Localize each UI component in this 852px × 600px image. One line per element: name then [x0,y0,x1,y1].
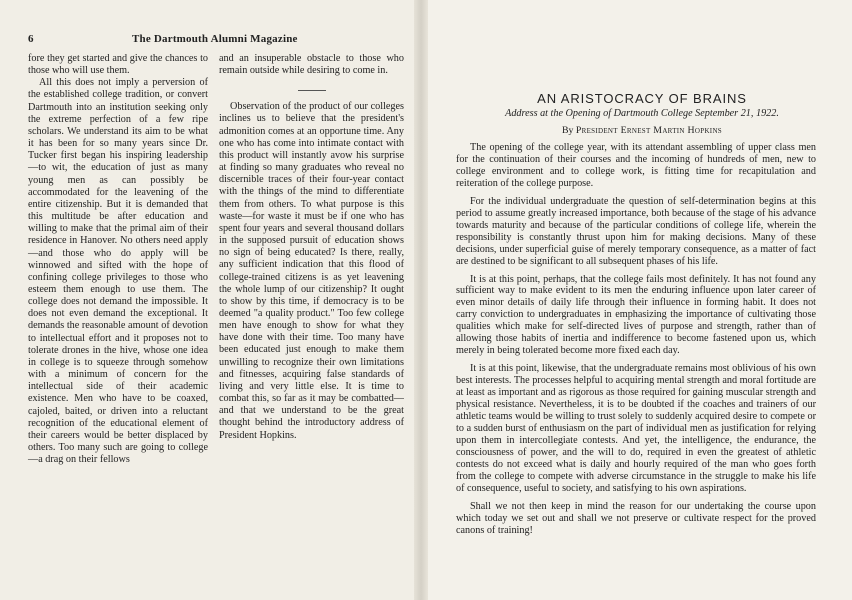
editorial-column-right [219,53,404,442]
byline-author: President Ernest Martin Hopkins [575,125,722,136]
editorial-column-left [28,53,208,466]
paragraph: fore they get started and give the chances to those who will use them. [28,53,208,77]
paragraph: Shall we not then keep in mind the reason for our undertaking the course upon which today we set out and shall we not preserve or cultivate respect for the proved canons of training! [456,500,816,536]
paragraph: The opening of the college year, with its attendant assembling of upper class men for the continuation of their courses and the incoming of hundreds of men, new to college environment and to college work, is fitting time for recapitulation and reiteration of the college purpose. [456,142,816,189]
paragraph: All this does not imply a perversion of the established college tradition, or convert Dartmouth into an institution seeking only the extreme perfection of a few ripe scholars. We understand its aim to be what it has been for so many years since Dr. Tucker first began his inspiring leadership—to wit, the education of just as many young men as can possibly be accommodated for the leavening of the entire citizenship. But it is demanded that this multitude be after education and willing to make that the primal aim of their residence in Hanover. No others need apply—and those who do apply will be winnowed and sifted with the hope of confining college privileges to those who esteem them enough to use them. The college does not demand the impossible. It does not even demand the exceptional. It demands the reasonable amount of devotion to intellectual effort and it proposes not to tolerate drones in the hive, whose one idea in college is to squeeze through somehow with a minimum of concern for the intellectual side of their academic existence. Men who have to be coaxed, cajoled, baited, or driven into a reluctant recognition of the educational element of their careers would be better displaced by others. Too many such are going to college—a drag on their fellows [28,77,208,466]
page-number: 6 [28,33,34,45]
section-divider [298,90,326,91]
article-subtitle: Address at the Opening of Dartmouth College September 21, 1922. [505,108,779,119]
article-title: AN ARISTOCRACY OF BRAINS [537,91,747,106]
paragraph: and an insuperable obstacle to those who remain outside while desiring to come in. [219,53,404,77]
paragraph: It is at this point, likewise, that the undergraduate remains most oblivious of his own best interests. The processes helpful to acquiring mental strength and moral fortitude are at least as important and as rigorous as those required for gaining muscular strength and physical resistance. Nevertheless, it is to be doubted if the coaches and trainers of our athletic teams would be willing to trust solely to suddenly acquired desire to compete or to a sudden burst of enthusiasm on the part of individual men as justification for relying upon them in intercollegiate contests. And yet, the intelligence, the endurance, the consciousness of power, and the will to do, required in even the greatest of athletic contests do not exceed what is daily and hourly required of the man who goes forth from the college to compete with adverse circumstance in the struggle to make his life of consequence, useful to society, and satisfying to his own aspirations. [456,363,816,494]
byline-prefix: By [561,125,574,136]
magazine-title: The Dartmouth Alumni Magazine [132,33,298,45]
running-header [28,33,298,45]
paragraph: Observation of the product of our colleges inclines us to believe that the president's admonition comes at an opportune time. Any one who has come into intimate contact with this product will instantly avow his surprise at finding so many graduates who reveal no discernible traces of their four-year contact with the things of the mind to differentiate them from others. To what purpose is this waste—for waste it must be if one who has spent four years and several thousand dollars in the supposed pursuit of education shows no sign of being educated? Is there, really, any sufficient indication that this flood of college-trained citizens is as yet leavening the whole lump of our citizenship? It ought to show by this time, if democracy is to be deemed "a quality product." Too few college men have enough to show for what they have done with their time. Too many have been educated just enough to make them unwilling to recognize their own limitations and fitnesses, acquiring false standards of living and very little else. It is time to combat this, so far as it may be combatted—and that we understand to be the great thought behind the introductory address of President Hopkins. [219,101,404,441]
article-byline [432,125,852,136]
article-body [456,142,816,543]
paragraph: It is at this point, perhaps, that the college fails most definitely. It has not found any sufficient way to make evident to its men the enduring influence upon later career of even minor details of daily life through their influence in forming habit. It does not carry conviction to undergraduates in emphasizing the importance of cultivating those qualities which make for self-directed lives of purpose and strength, rather than of allowing those habits of inertia and indifference to become fastened upon us, which merely in being tolerated become more fixed each day. [456,273,816,357]
binding-gutter [414,0,428,600]
paragraph: For the individual undergraduate the question of self-determination begins at this period to assume greatly increased importance, both because of the stage of his advance towards maturity and because of the particular conditions of college life, wherein the responsibility is constantly thrust upon him for making decisions. Many of these decisions, under superficial guise of merely temporary consequence, as a matter of fact are destined to be significant to all subsequent phases of his life. [456,195,816,267]
